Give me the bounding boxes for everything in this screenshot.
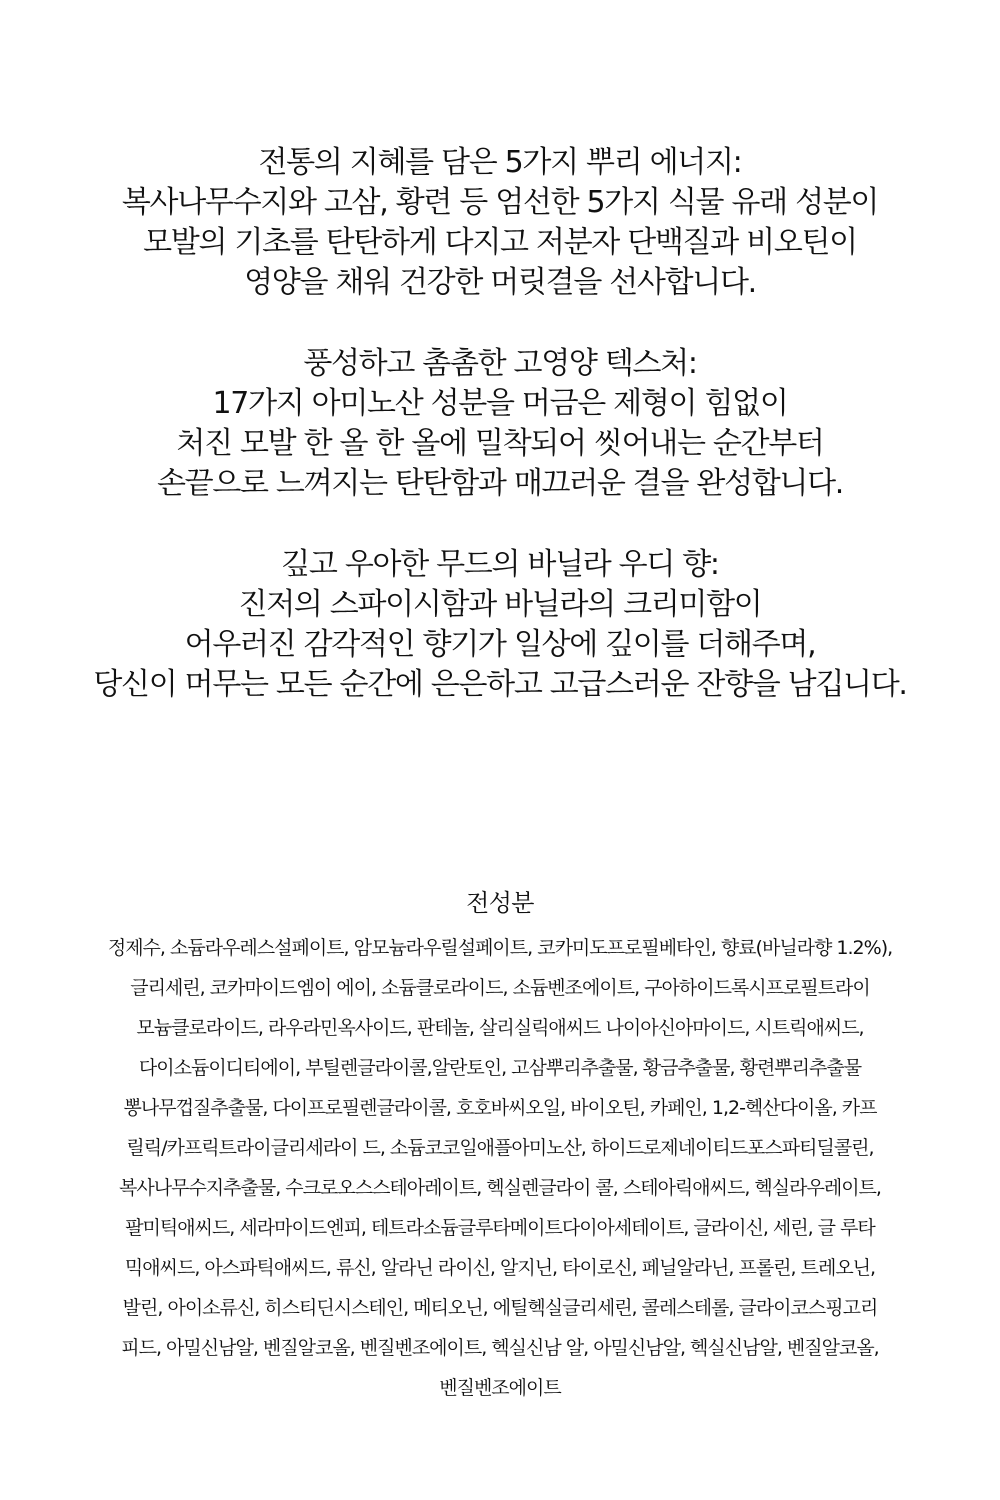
ingredients-line: 팔미틱애씨드, 세라마이드엔피, 테트라소듐글루타메이트다이아세테이트, 글라이신, 세린, 글 루타 [125, 1217, 875, 1239]
ingredients-line: 글리세린, 코카마이드엠이 에이, 소듐클로라이드, 소듐벤조에이트, 구아하이드록시프로필트라이 [130, 977, 870, 999]
feature-text-line: 어우러진 감각적인 향기가 일상에 깊이를 더해주며, [184, 627, 816, 662]
ingredients-line: 다이소듐이디티에이, 부틸렌글라이콜,알란토인, 고삼뿌리추출물, 황금추출물, 황련뿌리추출물 [138, 1057, 862, 1079]
feature-text-line: 17가지 아미노산 성분을 머금은 제형이 힘없이 [212, 386, 788, 421]
feature-text-line: 복사나무수지와 고삼, 황련 등 엄선한 5가지 식물 유래 성분이 [121, 185, 879, 220]
feature-heading: 깊고 우아한 무드의 바닐라 우디 향: [281, 547, 719, 582]
feature-texture [0, 344, 1000, 504]
ingredients-line: 발린, 아이소류신, 히스티딘시스테인, 메티오닌, 에틸헥실글리세린, 콜레스테롤, 글라이코스핑고리 [122, 1297, 878, 1319]
feature-text-line: 진저의 스파이시함과 바닐라의 크리미함이 [238, 587, 762, 622]
ingredients-line: 복사나무수지추출물, 수크로오스스테아레이트, 헥실렌글라이 콜, 스테아릭애씨드, 헥실라우레이트, [119, 1177, 881, 1199]
ingredients-line: 정제수, 소듐라우레스설페이트, 암모늄라우릴설페이트, 코카미도프로필베타인, 향료(바닐라향 1.2%), [107, 937, 893, 959]
ingredients-title: 전성분 [466, 889, 534, 917]
feature-text-line: 영양을 채워 건강한 머릿결을 선사합니다. [244, 265, 756, 300]
feature-root-energy [0, 143, 1000, 303]
feature-scent [0, 545, 1000, 705]
ingredients-line: 뽕나무껍질추출물, 다이프로필렌글라이콜, 호호바씨오일, 바이오틴, 카페인, 1,2-헥산다이올, 카프 [123, 1097, 877, 1119]
ingredients-line: 피드, 아밀신남알, 벤질알코올, 벤질벤조에이트, 헥실신남 알, 아밀신남알, 헥실신남알, 벤질알코올, [121, 1337, 879, 1359]
ingredients-section [0, 878, 1000, 1408]
ingredients-line: 모늄클로라이드, 라우라민옥사이드, 판테놀, 살리실릭애씨드 나이아신아마이드, 시트릭애씨드, [136, 1017, 864, 1039]
ingredients-line: 릴릭/카프릭트라이글리세라이 드, 소듐코코일애플아미노산, 하이드로제네이티드포스파티딜콜린, [126, 1137, 874, 1159]
ingredients-line: 믹애씨드, 아스파틱애씨드, 류신, 알라닌 라이신, 알지닌, 타이로신, 페닐알라닌, 프롤린, 트레오닌, [124, 1257, 876, 1279]
feature-text-line: 모발의 기초를 탄탄하게 다지고 저분자 단백질과 비오틴이 [143, 225, 857, 260]
feature-heading: 풍성하고 촘촘한 고영양 텍스처: [303, 346, 697, 381]
feature-text-line: 처진 모발 한 올 한 올에 밀착되어 씻어내는 순간부터 [176, 426, 824, 461]
feature-text-line: 당신이 머무는 모든 순간에 은은하고 고급스러운 잔향을 남깁니다. [93, 667, 907, 702]
feature-heading: 전통의 지혜를 담은 5가지 뿌리 에너지: [258, 145, 742, 180]
ingredients-line: 벤질벤조에이트 [439, 1377, 561, 1399]
feature-text-line: 손끝으로 느껴지는 탄탄함과 매끄러운 결을 완성합니다. [156, 466, 844, 501]
feature-description [0, 143, 1000, 746]
